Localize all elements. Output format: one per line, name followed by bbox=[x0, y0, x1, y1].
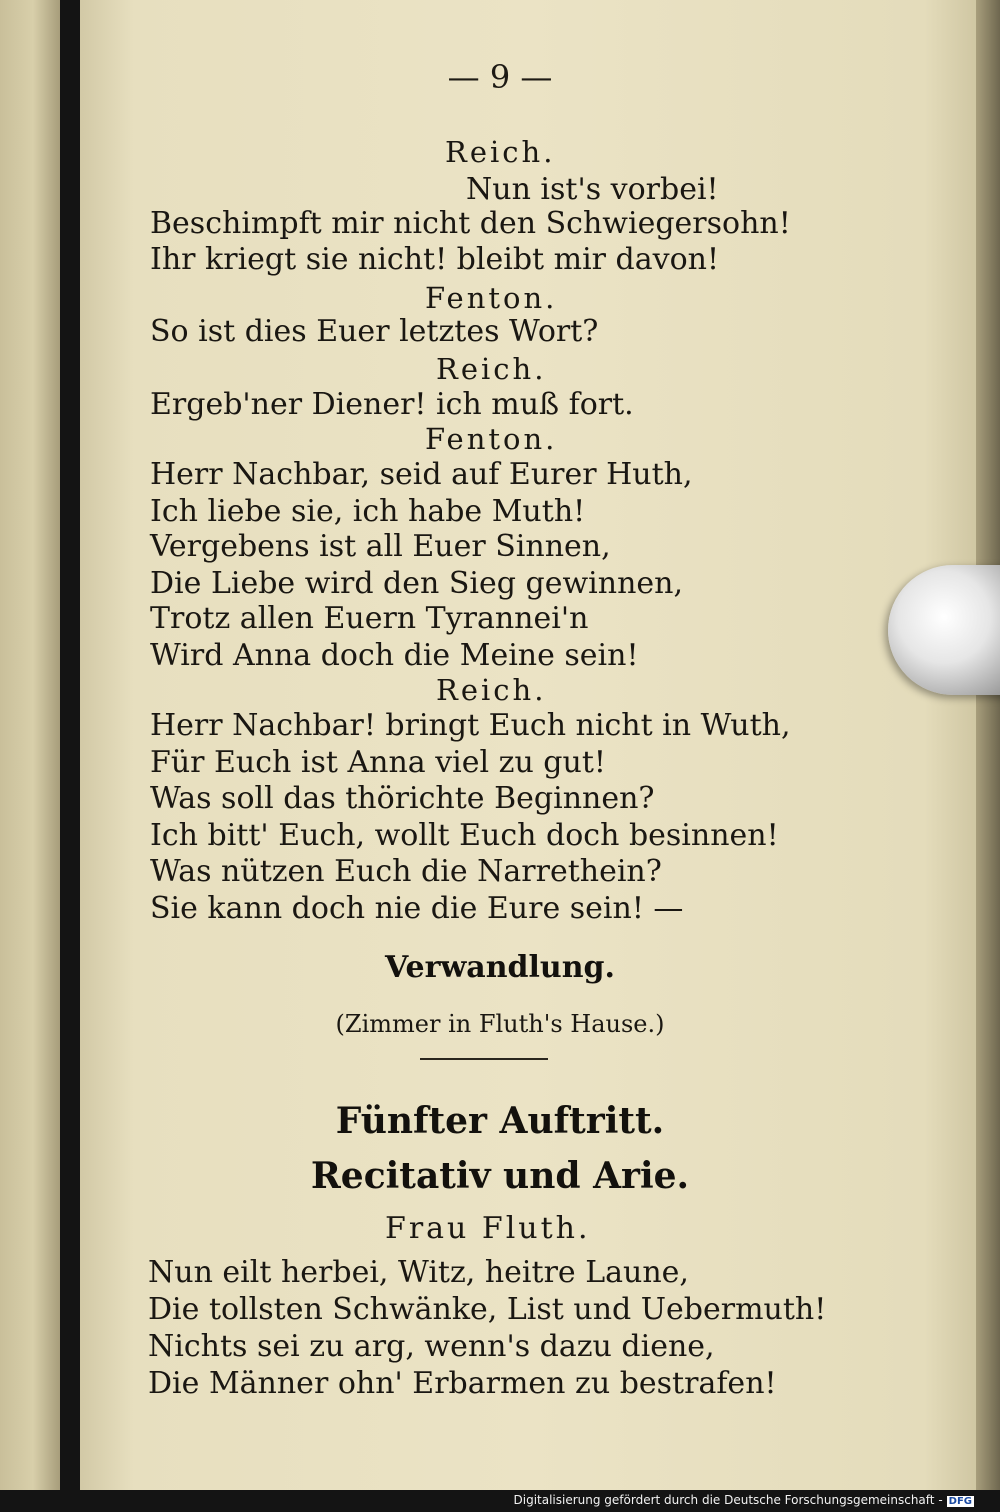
facing-page-edge bbox=[0, 0, 60, 1490]
verse-line: Vergebens ist all Euer Sinnen, bbox=[150, 529, 611, 564]
aria-line: Die tollsten Schwänke, List und Uebermuth! bbox=[148, 1292, 827, 1327]
speaker-name: Reich. bbox=[436, 673, 547, 707]
verse-line: Ich bitt' Euch, wollt Euch doch besinnen! bbox=[150, 818, 779, 853]
verse-line: Herr Nachbar, seid auf Eurer Huth, bbox=[150, 457, 693, 492]
verse-line: Was soll das thörichte Beginnen? bbox=[150, 781, 655, 816]
verse-line: Ich liebe sie, ich habe Muth! bbox=[150, 494, 586, 529]
verse-line: Was nützen Euch die Narrethein? bbox=[150, 854, 662, 889]
verse-line: Ergeb'ner Diener! ich muß fort. bbox=[150, 387, 634, 422]
verse-line: Nun ist's vorbei! bbox=[466, 172, 719, 207]
verse-line: Beschimpft mir nicht den Schwiegersohn! bbox=[150, 206, 791, 241]
footer-text: Digitalisierung gefördert durch die Deutsche Forschungsgemeinschaft - bbox=[513, 1493, 943, 1507]
digitization-footer bbox=[514, 1493, 975, 1507]
verse-line: Sie kann doch nie die Eure sein! — bbox=[150, 891, 684, 926]
dfg-logo: DFG bbox=[948, 1496, 972, 1507]
scene-title: Fünfter Auftritt. bbox=[335, 1100, 665, 1142]
speaker-name: Reich. bbox=[445, 135, 556, 169]
verse-line: Für Euch ist Anna viel zu gut! bbox=[150, 745, 606, 780]
speaker-name: Reich. bbox=[436, 352, 547, 386]
verse-line: Ihr kriegt sie nicht! bleibt mir davon! bbox=[150, 242, 720, 277]
page-edge-shadow bbox=[976, 0, 1000, 1490]
verse-line: Herr Nachbar! bringt Euch nicht in Wuth, bbox=[150, 708, 791, 743]
aria-line: Die Männer ohn' Erbarmen zu bestrafen! bbox=[148, 1366, 777, 1401]
aria-line: Nun eilt herbei, Witz, heitre Laune, bbox=[148, 1255, 689, 1290]
speaker-name: Fenton. bbox=[425, 281, 558, 315]
transformation-heading: Verwandlung. bbox=[385, 950, 615, 985]
speaker-name: Fenton. bbox=[425, 422, 558, 456]
stage-direction: (Zimmer in Fluth's Hause.) bbox=[335, 1010, 665, 1038]
verse-line: Die Liebe wird den Sieg gewinnen, bbox=[150, 566, 683, 601]
scene-speaker: Frau Fluth. bbox=[385, 1211, 591, 1246]
section-divider bbox=[420, 1058, 548, 1060]
verse-line: So ist dies Euer letztes Wort? bbox=[150, 314, 599, 349]
page-number: — 9 — bbox=[447, 58, 553, 96]
scene-subtitle: Recitativ und Arie. bbox=[310, 1155, 690, 1197]
aria-line: Nichts sei zu arg, wenn's dazu diene, bbox=[148, 1329, 715, 1364]
verse-line: Trotz allen Euern Tyrannei'n bbox=[150, 601, 589, 636]
verse-line: Wird Anna doch die Meine sein! bbox=[150, 638, 639, 673]
